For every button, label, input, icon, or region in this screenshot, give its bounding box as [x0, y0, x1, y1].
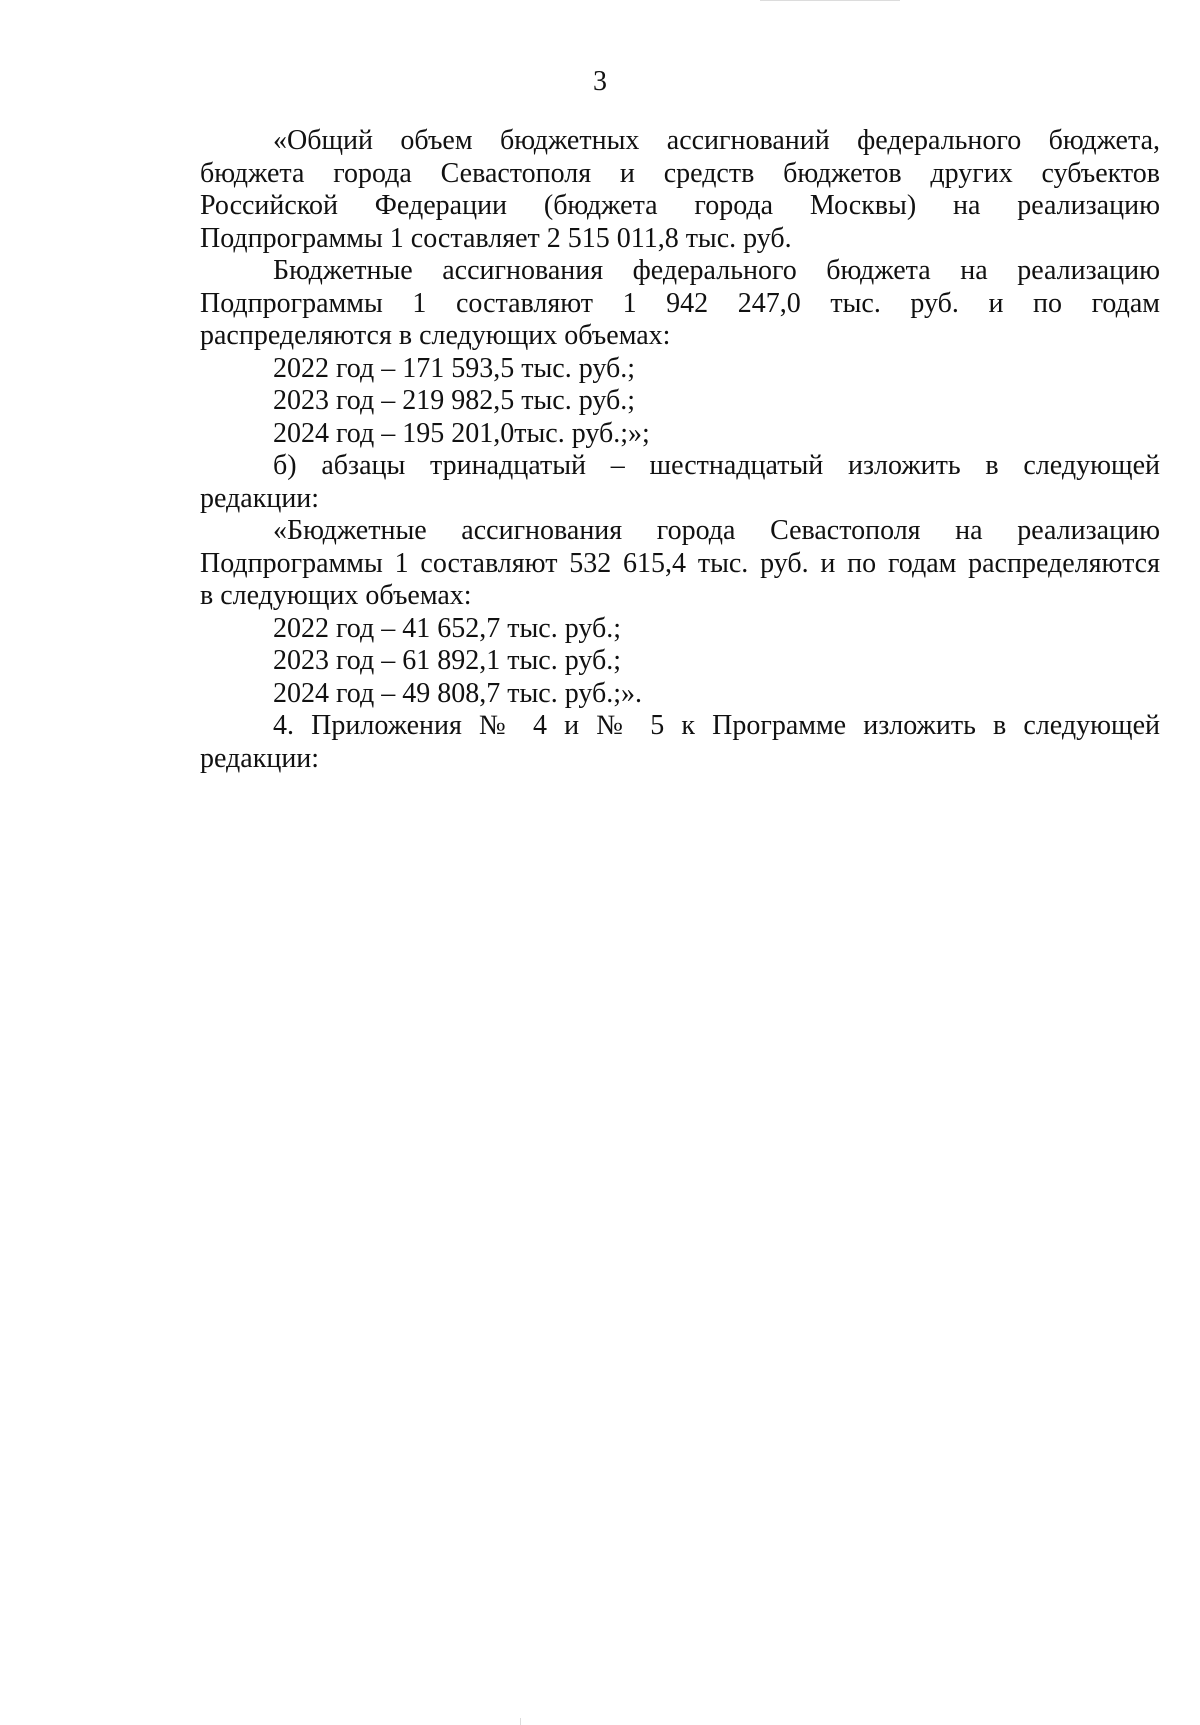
- paragraph-line: «Бюджетные ассигнования города Севастополя на реализацию: [273, 515, 1160, 546]
- paragraph-line: распределяются в следующих объемах:: [200, 320, 671, 351]
- budget-year-line: 2023 год – 219 982,5 тыс. руб.;: [273, 385, 635, 416]
- paragraph-line: Бюджетные ассигнования федерального бюджета на реализацию: [273, 255, 1160, 286]
- paragraph-line: редакции:: [200, 742, 320, 774]
- paragraph-line: «Общий объем бюджетных ассигнований федерального бюджета,: [273, 125, 1160, 156]
- paragraph-line: Подпрограммы 1 составляют 532 615,4 тыс. руб. и по годам распределяются: [200, 547, 1160, 579]
- budget-year-line: 2024 год – 195 201,0тыс. руб.;»;: [273, 417, 650, 449]
- paragraph-line: в следующих объемах:: [200, 580, 472, 611]
- page-number: 3: [593, 66, 607, 97]
- paragraph-line: 4. Приложения № 4 и № 5 к Программе изложить в следующей: [273, 710, 1160, 741]
- paragraph-line: бюджета города Севастополя и средств бюджетов других субъектов: [200, 157, 1160, 189]
- paragraph-line: Подпрограммы 1 составляют 1 942 247,0 тыс. руб. и по годам: [200, 287, 1160, 319]
- paragraph-line: б) абзацы тринадцатый – шестнадцатый изложить в следующей: [273, 450, 1160, 481]
- paragraph-line: Подпрограммы 1 составляет 2 515 011,8 тыс. руб.: [200, 222, 792, 254]
- paragraph-line: Российской Федерации (бюджета города Москвы) на реализацию: [200, 190, 1160, 221]
- document-body: [200, 125, 1160, 775]
- budget-year-line: 2022 год – 171 593,5 тыс. руб.;: [273, 352, 635, 384]
- budget-year-line: 2022 год – 41 652,7 тыс. руб.;: [273, 612, 621, 644]
- budget-year-line: 2023 год – 61 892,1 тыс. руб.;: [273, 645, 621, 676]
- scan-mark-bottom: [520, 1718, 521, 1725]
- budget-year-line: 2024 год – 49 808,7 тыс. руб.;».: [273, 677, 642, 709]
- paragraph-line: редакции:: [200, 482, 320, 514]
- scan-mark-top: [760, 0, 900, 1]
